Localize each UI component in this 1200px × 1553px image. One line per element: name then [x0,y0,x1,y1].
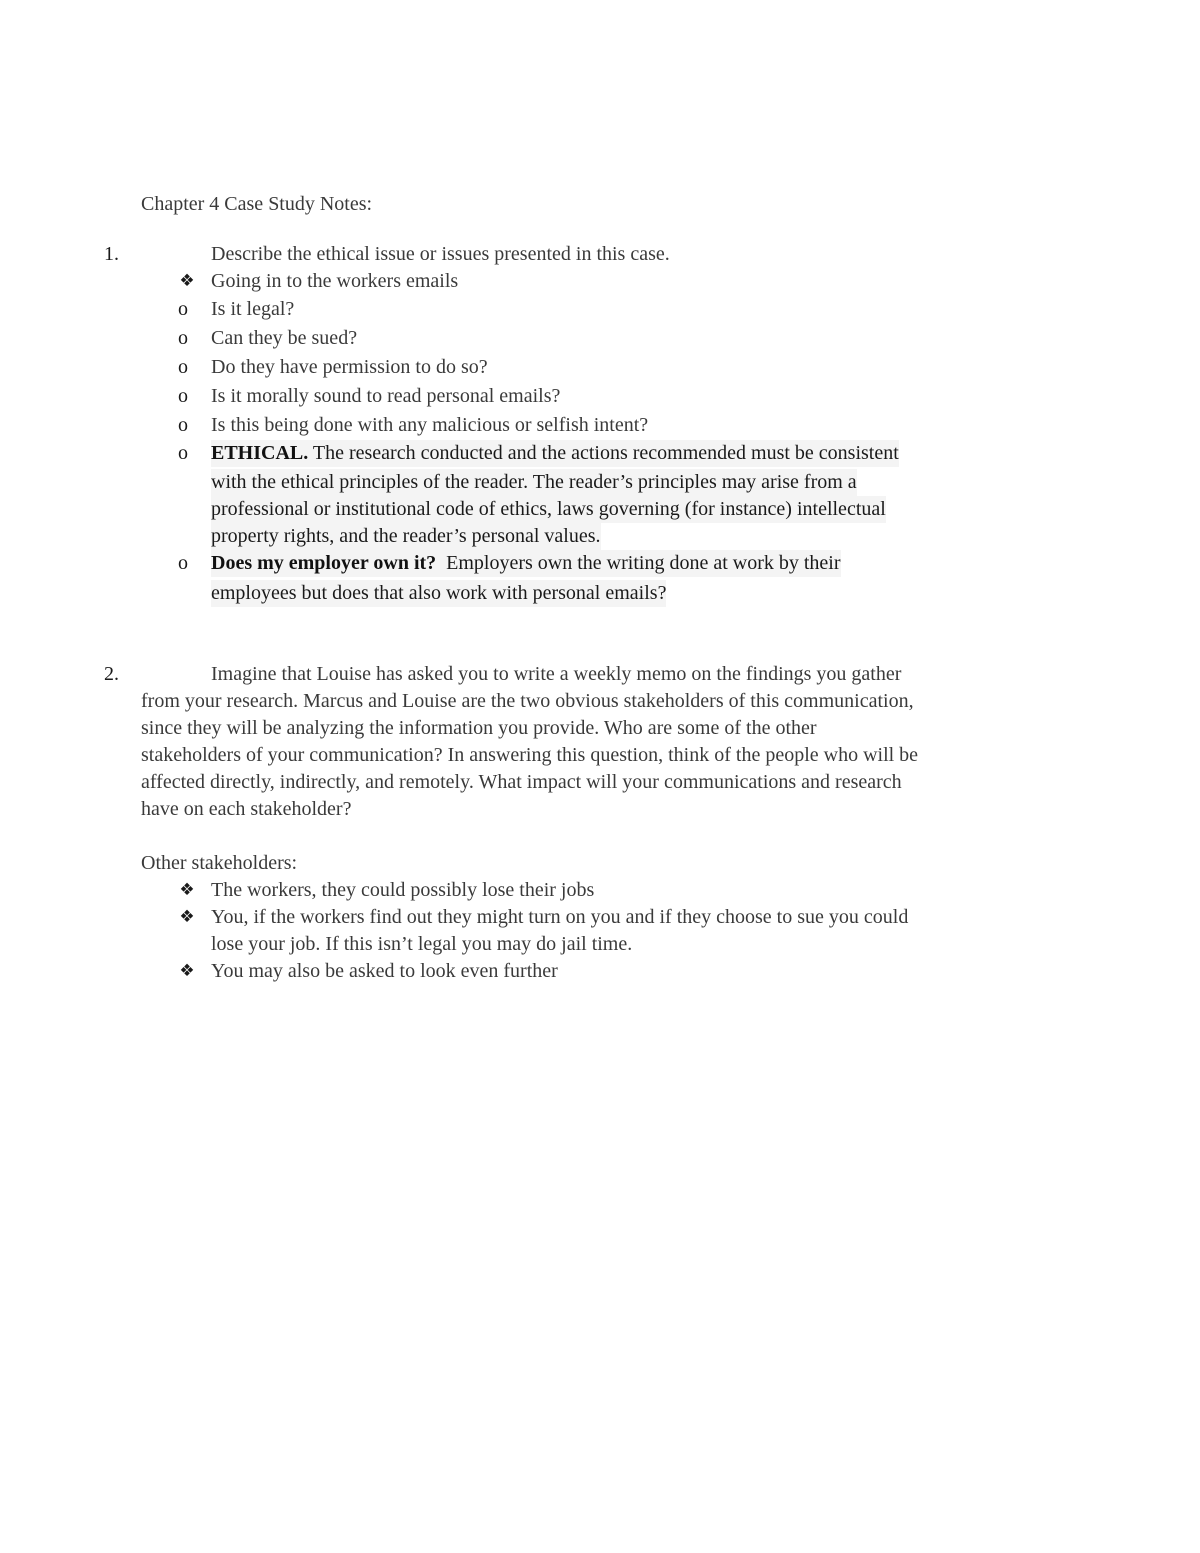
q1-bullet-intent: Is this being done with any malicious or selfish intent? [211,414,649,436]
circle-bullet-icon: o [178,552,188,574]
ethical-paragraph-line-3: professional or institutional code of ethics, laws governing (for instance) intellectual [211,496,886,523]
circle-bullet-icon: o [178,356,188,378]
stakeholder-you-line-1: You, if the workers find out they might turn on you and if they choose to sue you could [211,906,909,928]
employer-text-1: Employers own the writing done at work by their [446,552,841,574]
q2-number: 2. [104,663,119,685]
q1-text: Describe the ethical issue or issues presented in this case. [211,243,670,265]
q1-number: 1. [104,243,119,265]
diamond-bullet-icon: ❖ [179,961,195,981]
stakeholder-you-line-2: lose your job. If this isn’t legal you may do jail time. [211,933,633,955]
ethical-lead: ETHICAL. [211,442,309,464]
circle-bullet-icon: o [178,385,188,407]
q2-line-2: from your research. Marcus and Louise are the two obvious stakeholders of this communication, [141,690,914,712]
ethical-paragraph-line-2: with the ethical principles of the reader. The reader’s principles may arise from a [211,469,857,496]
circle-bullet-icon: o [178,442,188,464]
q1-bullet-permission: Do they have permission to do so? [211,356,488,378]
page-title: Chapter 4 Case Study Notes: [141,193,373,215]
ethical-paragraph-line-4: property rights, and the reader’s personal values. [211,523,601,550]
stakeholders-heading: Other stakeholders: [141,852,298,874]
circle-bullet-icon: o [178,298,188,320]
q2-line-5: affected directly, indirectly, and remotely. What impact will your communications and research [141,771,902,793]
diamond-bullet-icon: ❖ [179,271,195,291]
ethical-paragraph-line-1 [211,440,899,467]
stakeholder-further: You may also be asked to look even further [211,960,558,982]
employer-paragraph-line-2: employees but does that also work with personal emails? [211,580,666,607]
q2-line-6: have on each stakeholder? [141,798,352,820]
q1-bullet-moral: Is it morally sound to read personal emails? [211,385,561,407]
circle-bullet-icon: o [178,327,188,349]
q2-line-4: stakeholders of your communication? In answering this question, think of the people who will be [141,744,919,766]
q1-bullet-sued: Can they be sued? [211,327,358,349]
diamond-bullet-icon: ❖ [179,880,195,900]
stakeholder-workers: The workers, they could possibly lose their jobs [211,879,595,901]
employer-lead: Does my employer own it? [211,552,437,574]
q2-line-1: Imagine that Louise has asked you to write a weekly memo on the findings you gather [211,663,902,685]
employer-paragraph-line-1 [211,550,841,577]
diamond-bullet-icon: ❖ [179,907,195,927]
ethical-text-1: The research conducted and the actions recommended must be consistent [312,442,899,464]
circle-bullet-icon: o [178,414,188,436]
q1-bullet-legal: Is it legal? [211,298,295,320]
q1-bullet-emails: Going in to the workers emails [211,270,459,292]
q2-line-3: since they will be analyzing the information you provide. Who are some of the other [141,717,817,739]
